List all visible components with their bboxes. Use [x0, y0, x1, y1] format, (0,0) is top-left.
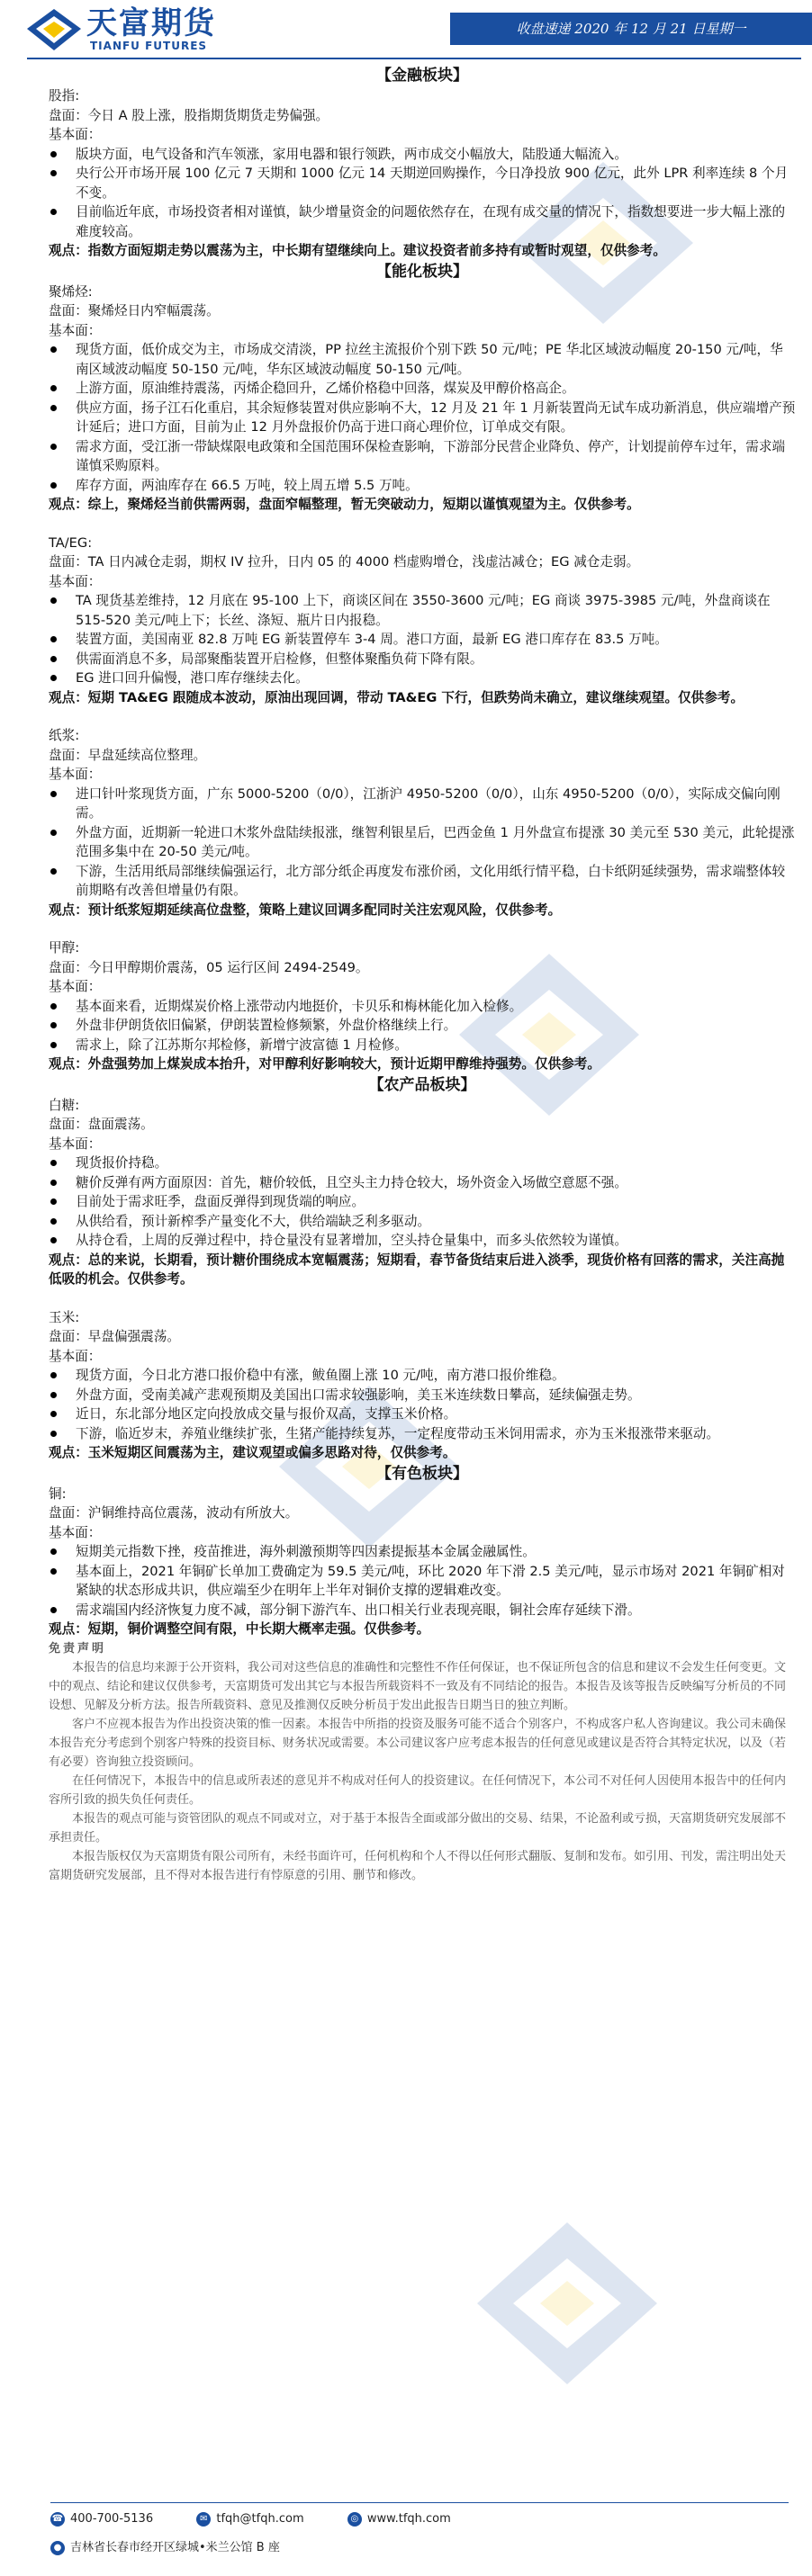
list-item: 现货方面，今日北方港口报价稳中有涨，鲅鱼圈上涨 10 元/吨，南方港口报价维稳。 — [49, 1366, 796, 1386]
block-title: 白糖: — [49, 1097, 80, 1113]
fundamentals-label: 基本面： — [49, 979, 102, 994]
disclaimer-paragraph: 在任何情况下，本报告中的信息或所表述的意见并不构成对任何人的投资建议。在任何情况下，本公司不对任何人因使用本报告中的任何内容所引致的损失负任何责任。 — [49, 1773, 787, 1807]
list-item: 需求方面，受江浙一带缺煤限电政策和全国范围环保检查影响，下游部分民营企业降负、停产，计划提前停车过年，需求端谨慎采购原料。 — [49, 437, 796, 476]
list-item: 近日，东北部分地区定向投放成交量与报价双高，支撑玉米价格。 — [49, 1405, 796, 1424]
phone-icon: ☎ — [50, 2512, 65, 2527]
fundamentals-label: 基本面： — [49, 1135, 102, 1152]
list-item: 库存方面，两油库存在 66.5 万吨，较上周五增 5.5 万吨。 — [49, 476, 796, 496]
stock-index-block — [49, 86, 796, 261]
fundamentals-label: 基本面： — [49, 767, 102, 782]
market-summary: 盘面：今日 A 股上涨，股指期货期货走势偏强。 — [49, 107, 329, 123]
list-item: 央行公开市场开展 100 亿元 7 天期和 1000 亿元 14 天期逆回购操作，今日净投放 900 亿元，此外 LPR 利率连续 8 个月不变。 — [49, 164, 796, 202]
date-banner: 收盘速递 2020 年 12 月 21 日星期一 — [450, 13, 812, 45]
brand-name: 天富期货 — [86, 5, 216, 41]
fundamentals-list — [49, 591, 796, 688]
view-summary: 观点：短期 TA&EG 跟随成本波动，原油出现回调，带动 TA&EG 下行，但跌势尚未确立，建议继续观望。仅供参考。 — [49, 689, 744, 705]
location-icon: ● — [50, 2541, 65, 2555]
header-divider — [27, 58, 801, 59]
methanol-block — [49, 938, 796, 1074]
section-heading-energy: 【能化板块】 — [376, 262, 468, 281]
copper-block — [49, 1485, 796, 1639]
list-item: 版块方面，电气设备和汽车领涨，家用电器和银行领跌，两市成交小幅放大，陆股通大幅流入。 — [49, 145, 796, 165]
market-summary: 盘面：早盘偏强震荡。 — [49, 1329, 180, 1344]
pulp-block — [49, 726, 796, 920]
fundamentals-list — [49, 145, 796, 242]
view-summary: 观点：预计纸浆短期延续高位盘整，策略上建议回调多配同时关注宏观风险，仅供参考。 — [49, 902, 562, 918]
section-heading-finance: 【金融板块】 — [376, 67, 468, 85]
footer-address: 吉林省长春市经开区绿城•米兰公馆 B 座 — [70, 2541, 280, 2554]
list-item: 现货方面，低价成交为主，市场成交清淡，PP 拉丝主流报价个别下跌 50 元/吨；PE 华北区域波动幅度 20-150 元/吨，华南区域波动幅度 50-150 元/吨，华东区域波动幅度 50-150 元/吨。 — [49, 340, 796, 379]
corn-block — [49, 1308, 796, 1463]
fundamentals-label: 基本面： — [49, 322, 102, 338]
fundamentals-label: 基本面： — [49, 1348, 102, 1364]
block-title: 纸浆: — [49, 728, 80, 743]
view-summary: 观点：外盘强势加上煤炭成本抬升，对甲醇利好影响较大，预计近期甲醇维持强势。仅供参考。 — [49, 1056, 600, 1072]
email-icon: ✉ — [196, 2512, 211, 2527]
market-summary: 盘面：TA 日内减仓走弱，期权 IV 拉升，日内 05 的 4000 档虚购增仓，浅虚沽减仓；EG 减仓走弱。 — [49, 554, 640, 570]
list-item: 目前处于需求旺季，盘面反弹得到现货端的响应。 — [49, 1192, 796, 1212]
list-item: 短期美元指数下挫，疫苗推进，海外刺激预期等四因素提振基本金属金融属性。 — [49, 1542, 796, 1562]
view-summary: 观点：玉米短期区间震荡为主，建议观望或偏多思路对待，仅供参考。 — [49, 1445, 456, 1460]
fundamentals-list — [49, 997, 796, 1055]
market-summary: 盘面：聚烯烃日内窄幅震荡。 — [49, 303, 220, 319]
footer-address-row — [50, 2539, 280, 2557]
block-title: 玉米: — [49, 1309, 80, 1325]
disclaimer-paragraph: 本报告的信息均来源于公开资料，我公司对这些信息的准确性和完整性不作任何保证，也不保证所包含的信息和建议不会发生任何变更。文中的观点、结论和建议仅供参考，天富期货可发出其它与本报告所载资料不一致及有不同结论的报告。本报告及该等报告反映编写分析员的不同设想、见解及分析方法。报告所载资料、意见及推测仅反映分析员于发出此报告日期当日的独立判断。 — [49, 1660, 787, 1712]
block-title: 聚烯烃: — [49, 283, 93, 300]
list-item: 外盘方面，受南美减产悲观预期及美国出口需求较强影响，美玉米连续数日攀高，延续偏强走势。 — [49, 1386, 796, 1405]
list-item: 基本面来看，近期煤炭价格上涨带动内地挺价，卡贝乐和梅林能化加入检修。 — [49, 997, 796, 1017]
block-title: 股指: — [49, 88, 80, 103]
list-item: 外盘方面，近期新一轮进口木浆外盘陆续报涨，继智利银星后，巴西金鱼 1 月外盘宣布提涨 30 美元至 530 美元，此轮提涨范围多集中在 20-50 美元/吨。 — [49, 823, 796, 862]
fundamentals-list — [49, 340, 796, 495]
list-item: 进口针叶浆现货方面，广东 5000-5200（0/0），江浙沪 4950-5200（0/0），山东 4950-5200（0/0），实际成交偏向刚需。 — [49, 785, 796, 823]
list-item: 目前临近年底，市场投资者相对谨慎，缺少增量资金的问题依然存在，在现有成交量的情况下，指数想要进一步大幅上涨的难度较高。 — [49, 202, 796, 241]
fundamentals-label: 基本面： — [49, 573, 102, 589]
report-header — [0, 0, 812, 59]
list-item: 需求端国内经济恢复力度不减，部分铜下游汽车、出口相关行业表现亮眼，铜社会库存延续下滑。 — [49, 1601, 796, 1620]
list-item: 糖价反弹有两方面原因：首先，糖价较低，且空头主力持仓较大，场外资金入场做空意愿不强。 — [49, 1173, 796, 1193]
market-summary: 盘面：盘面震荡。 — [49, 1117, 154, 1132]
view-summary: 观点：总的来说，长期看，预计糖价围绕成本宽幅震荡；短期看，春节备货结束后进入淡季，现货价格有回落的需求，关注高抛低吸的机会。仅供参考。 — [49, 1252, 785, 1287]
list-item: 外盘非伊朗货依旧偏紧，伊朗装置检修频繁，外盘价格继续上行。 — [49, 1016, 796, 1036]
market-summary: 盘面：沪铜维持高位震荡，波动有所放大。 — [49, 1505, 299, 1521]
tianfu-logo-icon — [25, 7, 83, 52]
view-summary: 观点：综上，聚烯烃当前供需两弱，盘面窄幅整理，暂无突破动力，短期以谨慎观望为主。仅供参考。 — [49, 497, 640, 512]
fundamentals-list — [49, 1153, 796, 1251]
fundamentals-label: 基本面： — [49, 1524, 102, 1540]
fundamentals-list — [49, 785, 796, 901]
block-title: 甲醇: — [49, 940, 80, 956]
footer-website[interactable]: www.tfqh.com — [366, 2512, 451, 2526]
list-item: 下游，生活用纸局部继续偏强运行，北方部分纸企再度发布涨价函，文化用纸行情平稳，白卡纸阴延续强势，需求端整体较前期略有改善但增量仍有限。 — [49, 862, 796, 901]
ta-eg-block — [49, 534, 796, 708]
market-summary: 盘面：今日甲醇期价震荡，05 运行区间 2494-2549。 — [49, 959, 369, 975]
globe-icon: ◎ — [347, 2512, 362, 2527]
disclaimer-paragraph: 客户不应视本报告为作出投资决策的惟一因素。本报告中所指的投资及服务可能不适合个别客户，不构成客户私人咨询建议。我公司未确保本报告充分考虑到个别客户特殊的投资目标、财务状况或需要。本公司建议客户应考虑本报告的任何意见或建议是否符合其特定状况，以及（若有必要）咨询独立投资顾问。 — [49, 1717, 787, 1769]
polyolefin-block — [49, 283, 796, 515]
footer-divider — [50, 2502, 789, 2503]
list-item: 基本面上，2021 年铜矿长单加工费确定为 59.5 美元/吨，环比 2020 年下滑 2.5 美元/吨，显示市场对 2021 年铜矿相对紧缺的状态形成共识，供应端至少在明年上半年对铜价支撑的逻辑难改变。 — [49, 1562, 796, 1601]
list-item: 现货报价持稳。 — [49, 1153, 796, 1173]
block-title: TA/EG: — [49, 534, 93, 551]
list-item: 从供给看，预计新榨季产量变化不大，供给端缺乏利多驱动。 — [49, 1212, 796, 1232]
sugar-block — [49, 1096, 796, 1289]
footer-phone: 400-700-5136 — [70, 2512, 154, 2526]
block-title: 铜: — [49, 1485, 67, 1502]
brand-name-en: TIANFU FUTURES — [90, 40, 208, 52]
fundamentals-list — [49, 1542, 796, 1620]
list-item: EG 进口回升偏慢，港口库存继续去化。 — [49, 669, 796, 688]
footer-email[interactable]: tfqh@tfqh.com — [216, 2512, 304, 2526]
view-summary: 观点：短期，铜价调整空间有限，中长期大概率走强。仅供参考。 — [49, 1621, 430, 1637]
disclaimer-paragraph: 本报告版权仅为天富期货有限公司所有，未经书面许可，任何机构和个人不得以任何形式翻版、复制和发布。如引用、刊发，需注明出处天富期货研究发展部，且不得对本报告进行有悖原意的引用、删节和修改。 — [49, 1849, 787, 1882]
disclaimer-paragraph: 本报告的观点可能与资管团队的观点不同或对立，对于基于本报告全面或部分做出的交易、结果，不论盈利或亏损，天富期货研究发展部不承担责任。 — [49, 1811, 787, 1844]
list-item: 供应方面，扬子江石化重启，其余短修装置对供应影响不大，12 月及 21 年 1 月新装置尚无试车成功新消息，供应端增产预计延后；进口方面，目前为止 12 月外盘报价仍高于进口商心理价位，订单成交有限。 — [49, 399, 796, 437]
list-item: 需求上，除了江苏斯尔邦检修，新增宁波富德 1 月检修。 — [49, 1036, 796, 1055]
view-summary: 观点：指数方面短期走势以震荡为主，中长期有望继续向上。建议投资者前多持有或暂时观望，仅供参考。 — [49, 243, 666, 258]
section-heading-metal: 【有色板块】 — [376, 1464, 468, 1483]
list-item: 装置方面，美国南亚 82.8 万吨 EG 新装置停车 3-4 周。港口方面，最新 EG 港口库存在 83.5 万吨。 — [49, 630, 796, 650]
list-item: 从持仓看，上周的反弹过程中，持仓量没有显著增加，空头持仓量集中，而多头依然较为谨慎。 — [49, 1231, 796, 1251]
fundamentals-label: 基本面： — [49, 127, 102, 142]
list-item: 下游，临近岁末，养殖业继续扩张，生猪产能持续复苏，一定程度带动玉米饲用需求，亦为玉米报涨带来驱动。 — [49, 1424, 796, 1444]
section-heading-agri: 【农产品板块】 — [368, 1075, 476, 1094]
disclaimer-title: 免责声明 — [49, 1641, 107, 1656]
fundamentals-list — [49, 1366, 796, 1443]
list-item: 上游方面，原油维持震荡，丙烯企稳回升，乙烯价格稳中回落，煤炭及甲醇价格高企。 — [49, 379, 796, 399]
list-item: 供需面消息不多，局部聚酯装置开启检修，但整体聚酯负荷下降有限。 — [49, 650, 796, 669]
report-content — [49, 65, 796, 1885]
watermark-logo-icon — [468, 2213, 666, 2393]
list-item: TA 现货基差维持，12 月底在 95-100 上下，商谈区间在 3550-3600 元/吨；EG 商谈 3975-3985 元/吨，外盘商谈在 515-520 美元/吨上下；长丝、涤短、瓶片日内报稳。 — [49, 591, 796, 630]
footer-contacts — [50, 2510, 451, 2528]
market-summary: 盘面：早盘延续高位整理。 — [49, 747, 207, 763]
disclaimer — [49, 1639, 796, 1885]
